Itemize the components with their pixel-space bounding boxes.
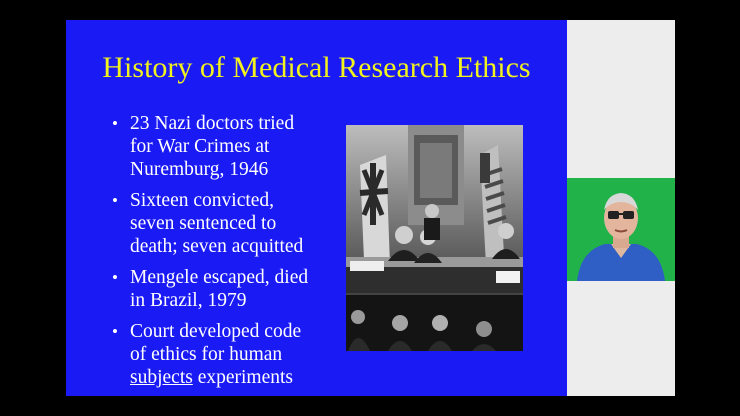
slide-title: History of Medical Research Ethics — [102, 51, 531, 84]
bullet-icon: • — [112, 268, 118, 287]
presentation-slide — [66, 20, 567, 396]
bullet-icon: • — [112, 114, 118, 133]
underlined-word: subjects — [130, 367, 193, 388]
bullet-icon: • — [112, 191, 118, 210]
presenter-webcam — [567, 178, 675, 281]
bullet-icon: • — [112, 322, 118, 341]
bullet-item: • 23 Nazi doctors tried for War Crimes at Nuremburg, 1946 — [112, 113, 295, 180]
bullet-list — [110, 112, 360, 397]
bullet-item: • Mengele escaped, died in Brazil, 1979 — [112, 267, 309, 311]
courtroom-photo — [346, 125, 523, 351]
bullet-item: • Court developed code of ethics for human subjects experiments — [112, 321, 302, 388]
bullet-item: • Sixteen convicted, seven sentenced to death; seven acquitted — [112, 190, 304, 257]
